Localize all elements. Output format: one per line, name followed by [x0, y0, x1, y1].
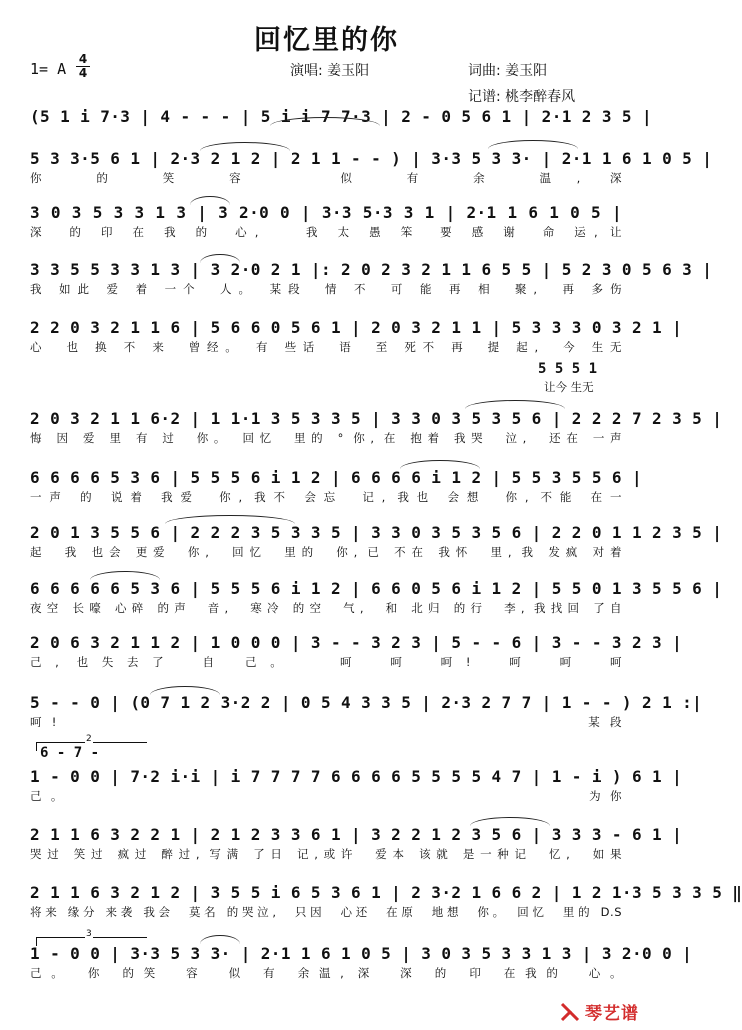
notation-line: 1 - 0 0 | 7·2 i·i | i 7 7 7 7 6 6 6 6 5 5 5 5 4 7 | 1 - i ) 6 1 | — [30, 767, 683, 786]
transcriber-credit: 记谱: 桃李醉春风 — [468, 89, 576, 105]
lyric-line: 哭过 笑过 疯过 醉过, 写满 了日 记,或许 爱本 该就 是一种记 忆, 如果 — [30, 847, 622, 861]
lyric-line: 己。 为你 — [30, 789, 622, 803]
lyric-line: 你 的 笑 容 似 有 余 温, 深 — [30, 171, 622, 185]
alternate-lyrics: 让今 生无 — [544, 380, 594, 394]
score-row — [30, 943, 693, 981]
lyric-line: 呵! 某段 — [30, 715, 622, 729]
composer-credit: 词曲: 姜玉阳 — [468, 63, 548, 79]
slur-arc — [165, 515, 295, 524]
slur-arc — [190, 196, 230, 205]
score-row — [30, 882, 742, 920]
time-signature-bottom: 4 — [78, 66, 88, 80]
slur-arc — [90, 571, 160, 580]
lyric-line: 心 也 换 不 来 曾经。 有 些话 语 至 死不 再 提 起, 今 生无 — [30, 340, 622, 354]
volta-number: 2 — [86, 734, 92, 744]
notation-line: 5 - - 0 | (0 7 1 2 3·2 2 | 0 5 4 3 3 5 | 2·3 2 7 7 | 1 - - ) 2 1 :| — [30, 693, 703, 712]
lyric-line: 夜空 长嚎 心碎 的声 音, 寒冷 的空 气, 和 北归 的行 李, 我找回 了自 — [30, 601, 622, 615]
score-row — [30, 408, 723, 446]
score-row — [30, 766, 683, 804]
notation-line: 3 0 3 5 3 3 1 3 | 3 2·0 0 | 3·3 5·3 3 1 | 2·1 1 6 1 0 5 | — [30, 203, 622, 222]
lyric-line: 将来 缘分 来袭 我会 莫名 的哭泣, 只因 心还 在原 地想 你。 回忆 里的 D.S — [30, 905, 622, 919]
notation-line: 2 1 1 6 3 2 1 2 | 3 5 5 i 6 5 3 6 1 | 2 3·2 1 6 6 2 | 1 2 1·3 5 3 3 5 ‖ — [30, 883, 742, 902]
singer-credit: 演唱: 姜玉阳 — [290, 63, 370, 79]
time-signature — [76, 53, 90, 80]
score-row — [30, 259, 713, 297]
slur-arc — [400, 460, 480, 469]
lyric-line: 己, 也失去了 自 己。 呵 呵 呵! 呵 呵 呵 — [30, 655, 622, 669]
lyric-line: 一声 的 说着 我爱 你, 我不 会忘 记, 我也 会想 你, 不能 在一 — [30, 490, 622, 504]
lyric-line: 我 如此 爱 着 一个 人。 某段 情 不 可 能 再 相 聚, 再 多伤 — [30, 282, 622, 296]
lyric-line: 深 的 印 在 我 的 心, 我 太 愚 笨 要 感 谢 命 运, 让 — [30, 225, 622, 239]
score-row — [30, 578, 723, 616]
song-title: 回忆里的你 — [254, 25, 399, 56]
volta-number: 3 — [86, 929, 92, 939]
lyric-line: 悔 因 爱 里 有 过 你。 回忆 里的 ° 你, 在 抱着 我哭 泣, 还在 一声 — [30, 431, 622, 445]
lyric-line: 起 我 也会 更爱 你, 回忆 里的 你, 已 不在 我怀 里, 我 发疯 对着 — [30, 545, 622, 559]
notation-line: 2 1 1 6 3 2 2 1 | 2 1 2 3 3 6 1 | 3 2 2 1 2 3 5 6 | 3 3 3 - 6 1 | — [30, 825, 683, 844]
notation-line: 6 6 6 6 6 5 3 6 | 5 5 5 6 i 1 2 | 6 6 0 5 6 i 1 2 | 5 5 0 1 3 5 5 6 | — [30, 579, 723, 598]
score-row — [30, 632, 683, 670]
slur-arc — [465, 400, 565, 409]
alternate-notes: 5 5 5 1 — [538, 361, 598, 377]
notation-line: 3 3 5 5 3 3 1 3 | 3 2·0 2 1 |: 2 0 2 3 2 1 1 6 5 5 | 5 2 3 0 5 6 3 | — [30, 260, 713, 279]
logo-icon — [559, 1001, 581, 1023]
notation-line: 2 0 3 2 1 1 6·2 | 1 1·1 3 5 3 3 5 | 3 3 0 3 5 3 5 6 | 2 2 2 7 2 3 5 | — [30, 409, 723, 428]
notation-line: 5 3 3·5 6 1 | 2·3 2 1 2 | 2 1 1 - - ) | 3·3 5 3 3· | 2·1 1 6 1 0 5 | — [30, 149, 713, 168]
score-row — [30, 467, 643, 505]
notation-line: 2 2 0 3 2 1 1 6 | 5 6 6 0 5 6 1 | 2 0 3 2 1 1 | 5 3 3 3 0 3 2 1 | — [30, 318, 683, 337]
slur-arc — [200, 935, 240, 944]
score-row — [30, 692, 703, 730]
score-row — [30, 522, 723, 560]
time-signature-top: 4 — [78, 52, 88, 66]
score-row — [30, 202, 622, 240]
score-row — [30, 824, 683, 862]
logo-text: 琴艺谱 — [585, 1004, 639, 1024]
notation-line: 1 - 0 0 | 3·3 5 3 3· | 2·1 1 6 1 0 5 | 3 0 3 5 3 3 1 3 | 3 2·0 0 | — [30, 944, 693, 963]
site-logo — [559, 999, 639, 1024]
slur-arc — [470, 817, 550, 826]
lyric-line: 己。 你 的笑 容 似 有 余温, 深 深 的 印 在我的 心。 — [30, 966, 622, 980]
score-row — [30, 148, 713, 186]
score-row — [30, 317, 683, 355]
slur-arc — [200, 254, 240, 263]
notation-line: 6 6 6 6 5 3 6 | 5 5 5 6 i 1 2 | 6 6 6 6 i 1 2 | 5 5 3 5 5 6 | — [30, 468, 643, 487]
notation-line: 2 0 6 3 2 1 1 2 | 1 0 0 0 | 3 - - 3 2 3 | 5 - - 6 | 3 - - 3 2 3 | — [30, 633, 683, 652]
volta-notes: 6 - 7 - — [40, 745, 100, 761]
notation-line: (5 1 i 7·3 | 4 - - - | 5 i i 7 7·3 | 2 - 0 5 6 1 | 2·1 2 3 5 | — [30, 107, 653, 126]
slur-arc — [150, 686, 220, 695]
notation-line: 2 0 1 3 5 5 6 | 2 2 2 3 5 3 3 5 | 3 3 0 3 5 3 5 6 | 2 2 0 1 1 2 3 5 | — [30, 523, 723, 542]
key-signature: 1= A — [30, 60, 67, 78]
